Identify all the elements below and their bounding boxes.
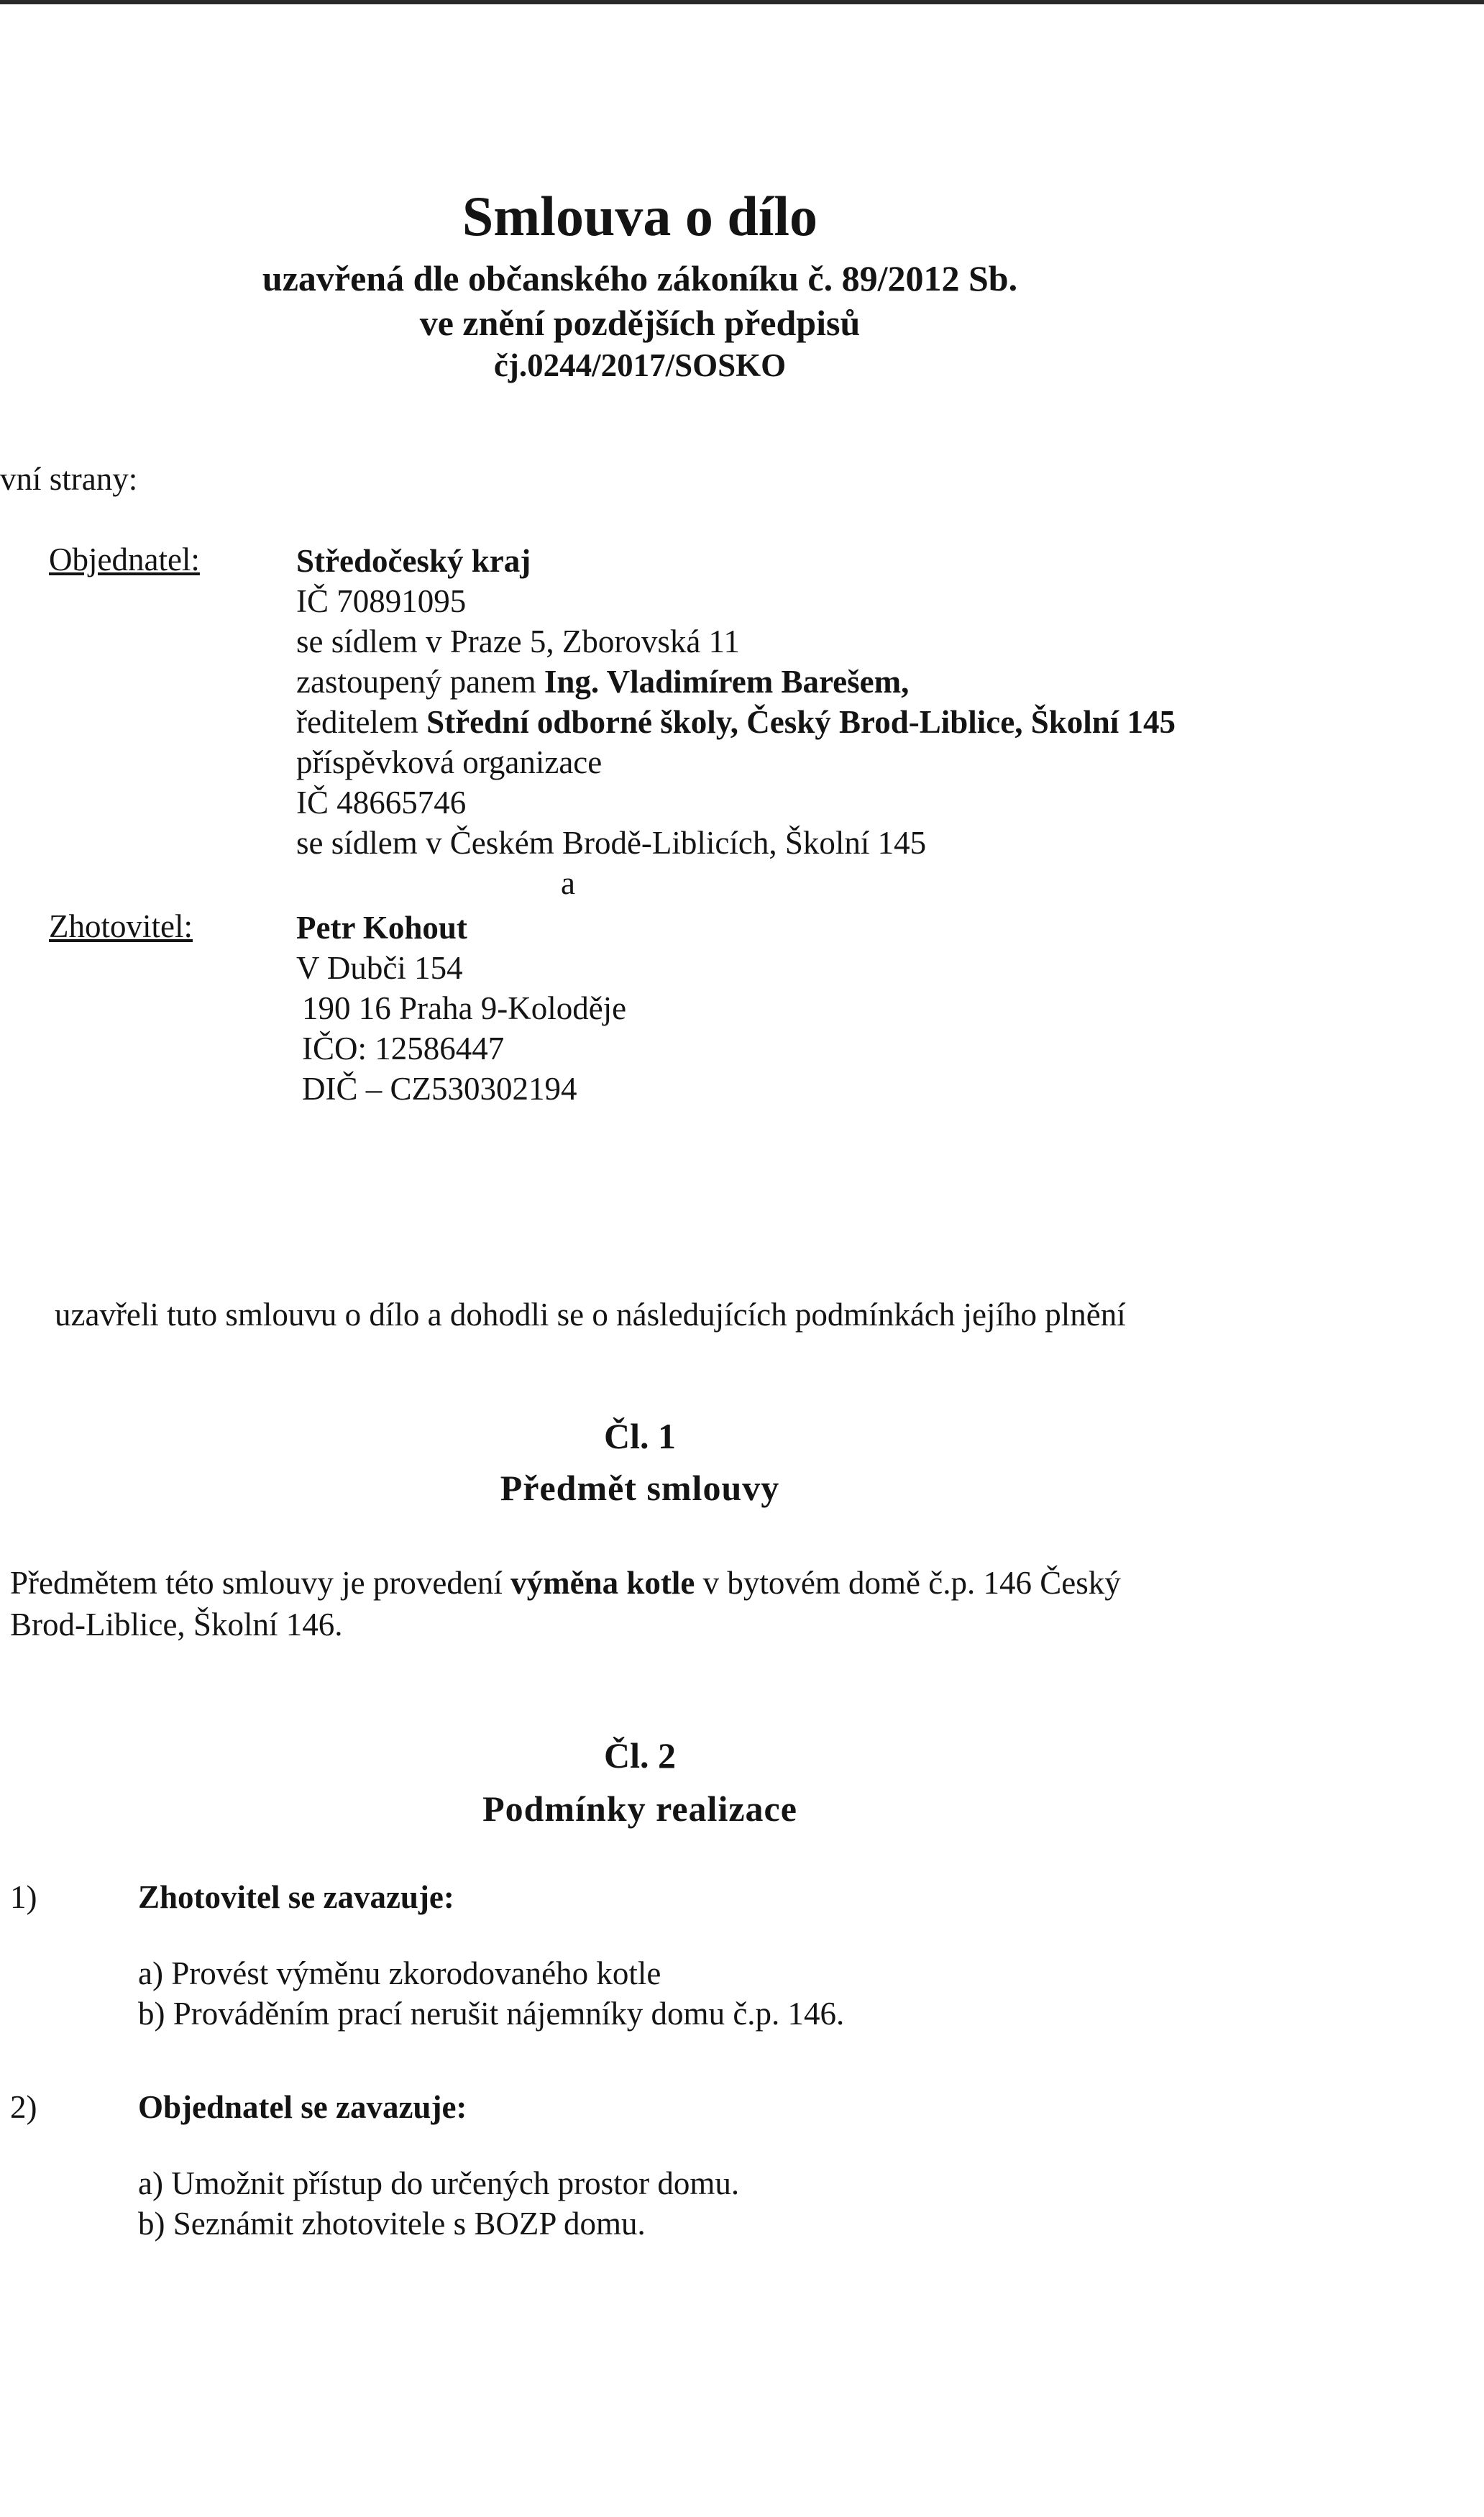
article-1-title: Předmět smlouvy	[500, 1468, 780, 1508]
document-subtitle: uzavřená dle občanského zákoníku č. 89/2012 Sb.	[262, 258, 1018, 298]
item-2-subitems	[138, 2163, 739, 2244]
objednatel-ic: IČ 70891095	[296, 583, 467, 619]
parties-intro: vní strany:	[0, 461, 138, 497]
agreement-statement: uzavřeli tuto smlouvu o dílo a dohodli se o následujících podmínkách jejího plnění	[55, 1297, 1126, 1333]
director-school: Střední odborné školy, Český Brod-Liblice, Školní 145	[426, 704, 1176, 740]
objednatel-director	[296, 702, 1176, 742]
list-item: b) Prováděním prací nerušit nájemníky domu č.p. 146.	[138, 1996, 845, 2032]
article-1-text	[10, 1562, 1121, 1645]
item-1-number: 1)	[10, 1879, 37, 1915]
list-item: a) Provést výměnu zkorodovaného kotle	[138, 1955, 661, 1991]
objednatel-represented	[296, 662, 1176, 702]
zhotovitel-street: V Dubči 154	[296, 950, 463, 986]
zhotovitel-label: Zhotovitel:	[49, 908, 193, 944]
represented-name: Ing. Vladimírem Barešem,	[544, 664, 910, 700]
item-2-heading: Objednatel se zavazuje:	[138, 2089, 467, 2125]
scan-edge-line	[0, 0, 1484, 4]
article-1-line-1	[10, 1562, 1121, 1604]
article-1-line-2: Brod-Liblice, Školní 146.	[10, 1607, 343, 1643]
zhotovitel-ico: IČO: 12586447	[302, 1031, 505, 1066]
item-1-subitems	[138, 1953, 844, 2034]
director-prefix: ředitelem	[296, 704, 427, 740]
represented-prefix: zastoupený panem	[296, 664, 544, 700]
objednatel-seat: se sídlem v Praze 5, Zborovská 11	[296, 623, 740, 659]
article-1-text-end: v bytovém domě č.p. 146 Český	[695, 1565, 1121, 1601]
school-ic: IČ 48665746	[296, 785, 467, 821]
list-item: a) Umožnit přístup do určených prostor domu.	[138, 2165, 740, 2201]
article-1-text-start: Předmětem této smlouvy je provedení	[10, 1565, 511, 1601]
item-1-heading: Zhotovitel se zavazuje:	[138, 1879, 454, 1915]
objednatel-name: Středočeský kraj	[296, 543, 531, 579]
zhotovitel-name: Petr Kohout	[296, 910, 467, 946]
reference-number: čj.0244/2017/SOSKO	[493, 347, 787, 383]
item-2-number: 2)	[10, 2089, 37, 2125]
conjunction-and: a	[561, 865, 575, 901]
zhotovitel-details	[296, 908, 626, 1109]
article-1-subject: výměna kotle	[510, 1565, 695, 1601]
article-2-title: Podmínky realizace	[482, 1789, 797, 1829]
objednatel-org-type: příspěvková organizace	[296, 744, 603, 780]
objednatel-details	[296, 541, 1176, 903]
article-2-number: Čl. 2	[604, 1735, 676, 1776]
list-item: b) Seznámit zhotovitele s BOZP domu.	[138, 2206, 646, 2242]
objednatel-label: Objednatel:	[49, 542, 200, 577]
zhotovitel-city: 190 16 Praha 9-Koloděje	[302, 990, 627, 1026]
document-title: Smlouva o dílo	[462, 185, 818, 247]
document-subtitle-2: ve znění pozdějších předpisů	[419, 303, 861, 343]
article-1-number: Čl. 1	[604, 1416, 676, 1456]
zhotovitel-dic: DIČ – CZ530302194	[302, 1071, 577, 1107]
school-seat: se sídlem v Českém Brodě-Liblicích, Školní 145	[296, 825, 927, 861]
